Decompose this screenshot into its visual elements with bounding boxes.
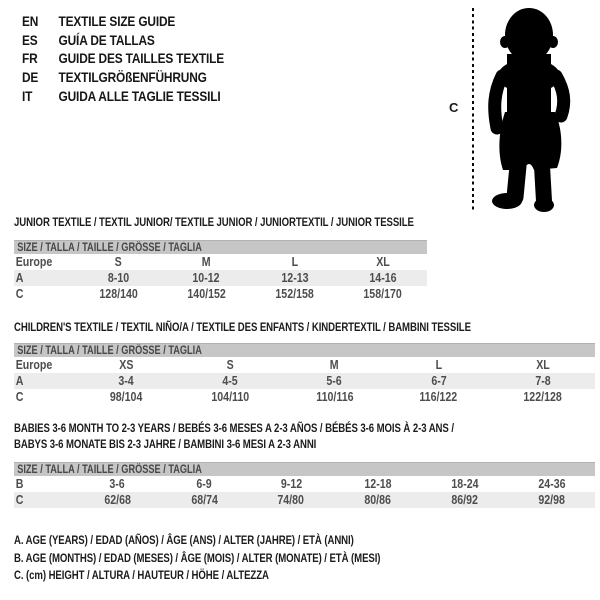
cell: 110/116 bbox=[315, 390, 354, 404]
table-row bbox=[14, 389, 595, 405]
cell: 24-36 bbox=[537, 477, 566, 491]
cell: 158/170 bbox=[363, 287, 403, 301]
cell: 86/92 bbox=[451, 493, 479, 507]
cell: S bbox=[226, 358, 234, 372]
cell: 18-24 bbox=[451, 477, 479, 491]
table-row bbox=[14, 357, 595, 373]
cell: 122/128 bbox=[523, 390, 563, 404]
children-section-title: CHILDREN'S TEXTILE / TEXTIL NIÑO/A / TEXTILE DES ENFANTS / KINDERTEXTIL / BAMBINI TESSILE bbox=[14, 320, 471, 334]
footnotes bbox=[14, 533, 472, 586]
cell: M bbox=[201, 255, 211, 269]
cell: 92/98 bbox=[538, 493, 565, 507]
cell: 5-6 bbox=[326, 374, 343, 388]
cell: 12-18 bbox=[364, 477, 392, 491]
cell: XL bbox=[536, 358, 550, 372]
row-label: C bbox=[15, 493, 24, 507]
cell: L bbox=[435, 358, 442, 372]
language-label: TEXTILE SIZE GUIDE bbox=[58, 13, 176, 30]
cell: 6-9 bbox=[196, 477, 212, 491]
cell: 3-4 bbox=[118, 374, 134, 388]
cell: 152/158 bbox=[275, 287, 314, 301]
row-label: Europe bbox=[15, 255, 53, 269]
children-size-table bbox=[14, 343, 595, 405]
height-measure-label: C bbox=[449, 100, 459, 115]
language-label: GUÍA DE TALLAS bbox=[58, 31, 155, 48]
language-row-de bbox=[22, 68, 224, 87]
table-row bbox=[14, 286, 427, 302]
babies-section-title bbox=[14, 421, 454, 452]
cell: 80/86 bbox=[364, 493, 392, 507]
table-row bbox=[14, 254, 427, 270]
table-row bbox=[14, 373, 595, 389]
height-measure-dashed-line bbox=[472, 8, 474, 211]
cell: 116/122 bbox=[419, 390, 458, 404]
size-header-bar bbox=[14, 343, 595, 357]
cell: 3-6 bbox=[109, 477, 126, 491]
footnote-b: B. AGE (MONTHS) / EDAD (MESES) / ÂGE (MOIS) / ALTER (MONATE) / ETÀ (MESI) bbox=[14, 550, 381, 565]
row-label: B bbox=[15, 477, 24, 491]
row-label: A bbox=[15, 374, 24, 388]
cell: 8-10 bbox=[107, 271, 129, 285]
babies-title-line1: BABIES 3-6 MONTH TO 2-3 YEARS / BEBÉS 3-6 MESES A 2-3 AÑOS / BÉBÉS 3-6 MOIS À 2-3 ANS / bbox=[14, 421, 454, 435]
baby-silhouette-icon bbox=[480, 4, 576, 212]
babies-title-line2: BABYS 3-6 MONATE BIS 2-3 JAHRE / BAMBINI 3-6 MESI A 2-3 ANNI bbox=[14, 436, 317, 451]
cell: 62/68 bbox=[104, 493, 131, 507]
cell: 140/152 bbox=[187, 287, 226, 301]
language-label: TEXTILGRÖßENFÜHRUNG bbox=[58, 69, 207, 86]
cell: 68/74 bbox=[190, 493, 218, 507]
cell: S bbox=[114, 255, 122, 269]
cell: 6-7 bbox=[431, 374, 447, 388]
cell: 12-13 bbox=[281, 271, 309, 285]
junior-section-title: JUNIOR TEXTILE / TEXTIL JUNIOR/ TEXTILE JUNIOR / JUNIORTEXTIL / JUNIOR TESSILE bbox=[14, 215, 414, 229]
language-row-es bbox=[22, 31, 224, 50]
cell: L bbox=[291, 255, 298, 269]
cell: 9-12 bbox=[280, 477, 302, 491]
cell: 98/104 bbox=[109, 390, 143, 404]
cell: 104/110 bbox=[211, 390, 250, 404]
cell: 10-12 bbox=[192, 271, 220, 285]
cell: M bbox=[330, 358, 339, 372]
table-row bbox=[14, 270, 427, 286]
table-row bbox=[14, 476, 595, 492]
size-header-label: SIZE / TALLA / TAILLE / GRÖSSE / TAGLIA bbox=[17, 344, 202, 357]
language-guide-list bbox=[22, 12, 260, 105]
junior-size-table bbox=[14, 240, 427, 302]
table-row bbox=[14, 492, 595, 508]
language-code: ES bbox=[22, 31, 38, 48]
language-label: GUIDA ALLE TAGLIE TESSILI bbox=[58, 87, 221, 104]
babies-size-table bbox=[14, 462, 595, 508]
language-row-en bbox=[22, 12, 224, 31]
size-header-label: SIZE / TALLA / TAILLE / GRÖSSE / TAGLIA bbox=[17, 241, 202, 254]
footnote-c: C. (cm) HEIGHT / ALTURA / HAUTEUR / HÖHE / ALTEZZA bbox=[14, 568, 269, 583]
language-row-it bbox=[22, 86, 224, 105]
size-header-bar bbox=[14, 462, 595, 476]
language-code: EN bbox=[22, 13, 39, 30]
language-code: FR bbox=[22, 50, 38, 67]
cell: 4-5 bbox=[222, 374, 238, 388]
cell: 7-8 bbox=[535, 374, 551, 388]
language-code: DE bbox=[22, 69, 39, 86]
cell: 74/80 bbox=[277, 493, 305, 507]
row-label: C bbox=[15, 390, 24, 404]
size-header-bar bbox=[14, 240, 427, 254]
language-code: IT bbox=[22, 87, 33, 104]
cell: 128/140 bbox=[98, 287, 138, 301]
language-row-fr bbox=[22, 49, 224, 68]
cell: 14-16 bbox=[369, 271, 397, 285]
language-label: GUIDE DES TAILLES TEXTILE bbox=[58, 50, 225, 67]
cell: XL bbox=[376, 255, 390, 269]
row-label: C bbox=[15, 287, 24, 301]
row-label: Europe bbox=[15, 358, 53, 372]
row-label: A bbox=[15, 271, 24, 285]
footnote-a: A. AGE (YEARS) / EDAD (AÑOS) / ÂGE (ANS) / ALTER (JAHRE) / ETÀ (ANNI) bbox=[14, 533, 354, 547]
cell: XS bbox=[119, 358, 134, 372]
size-header-label: SIZE / TALLA / TAILLE / GRÖSSE / TAGLIA bbox=[17, 463, 202, 476]
